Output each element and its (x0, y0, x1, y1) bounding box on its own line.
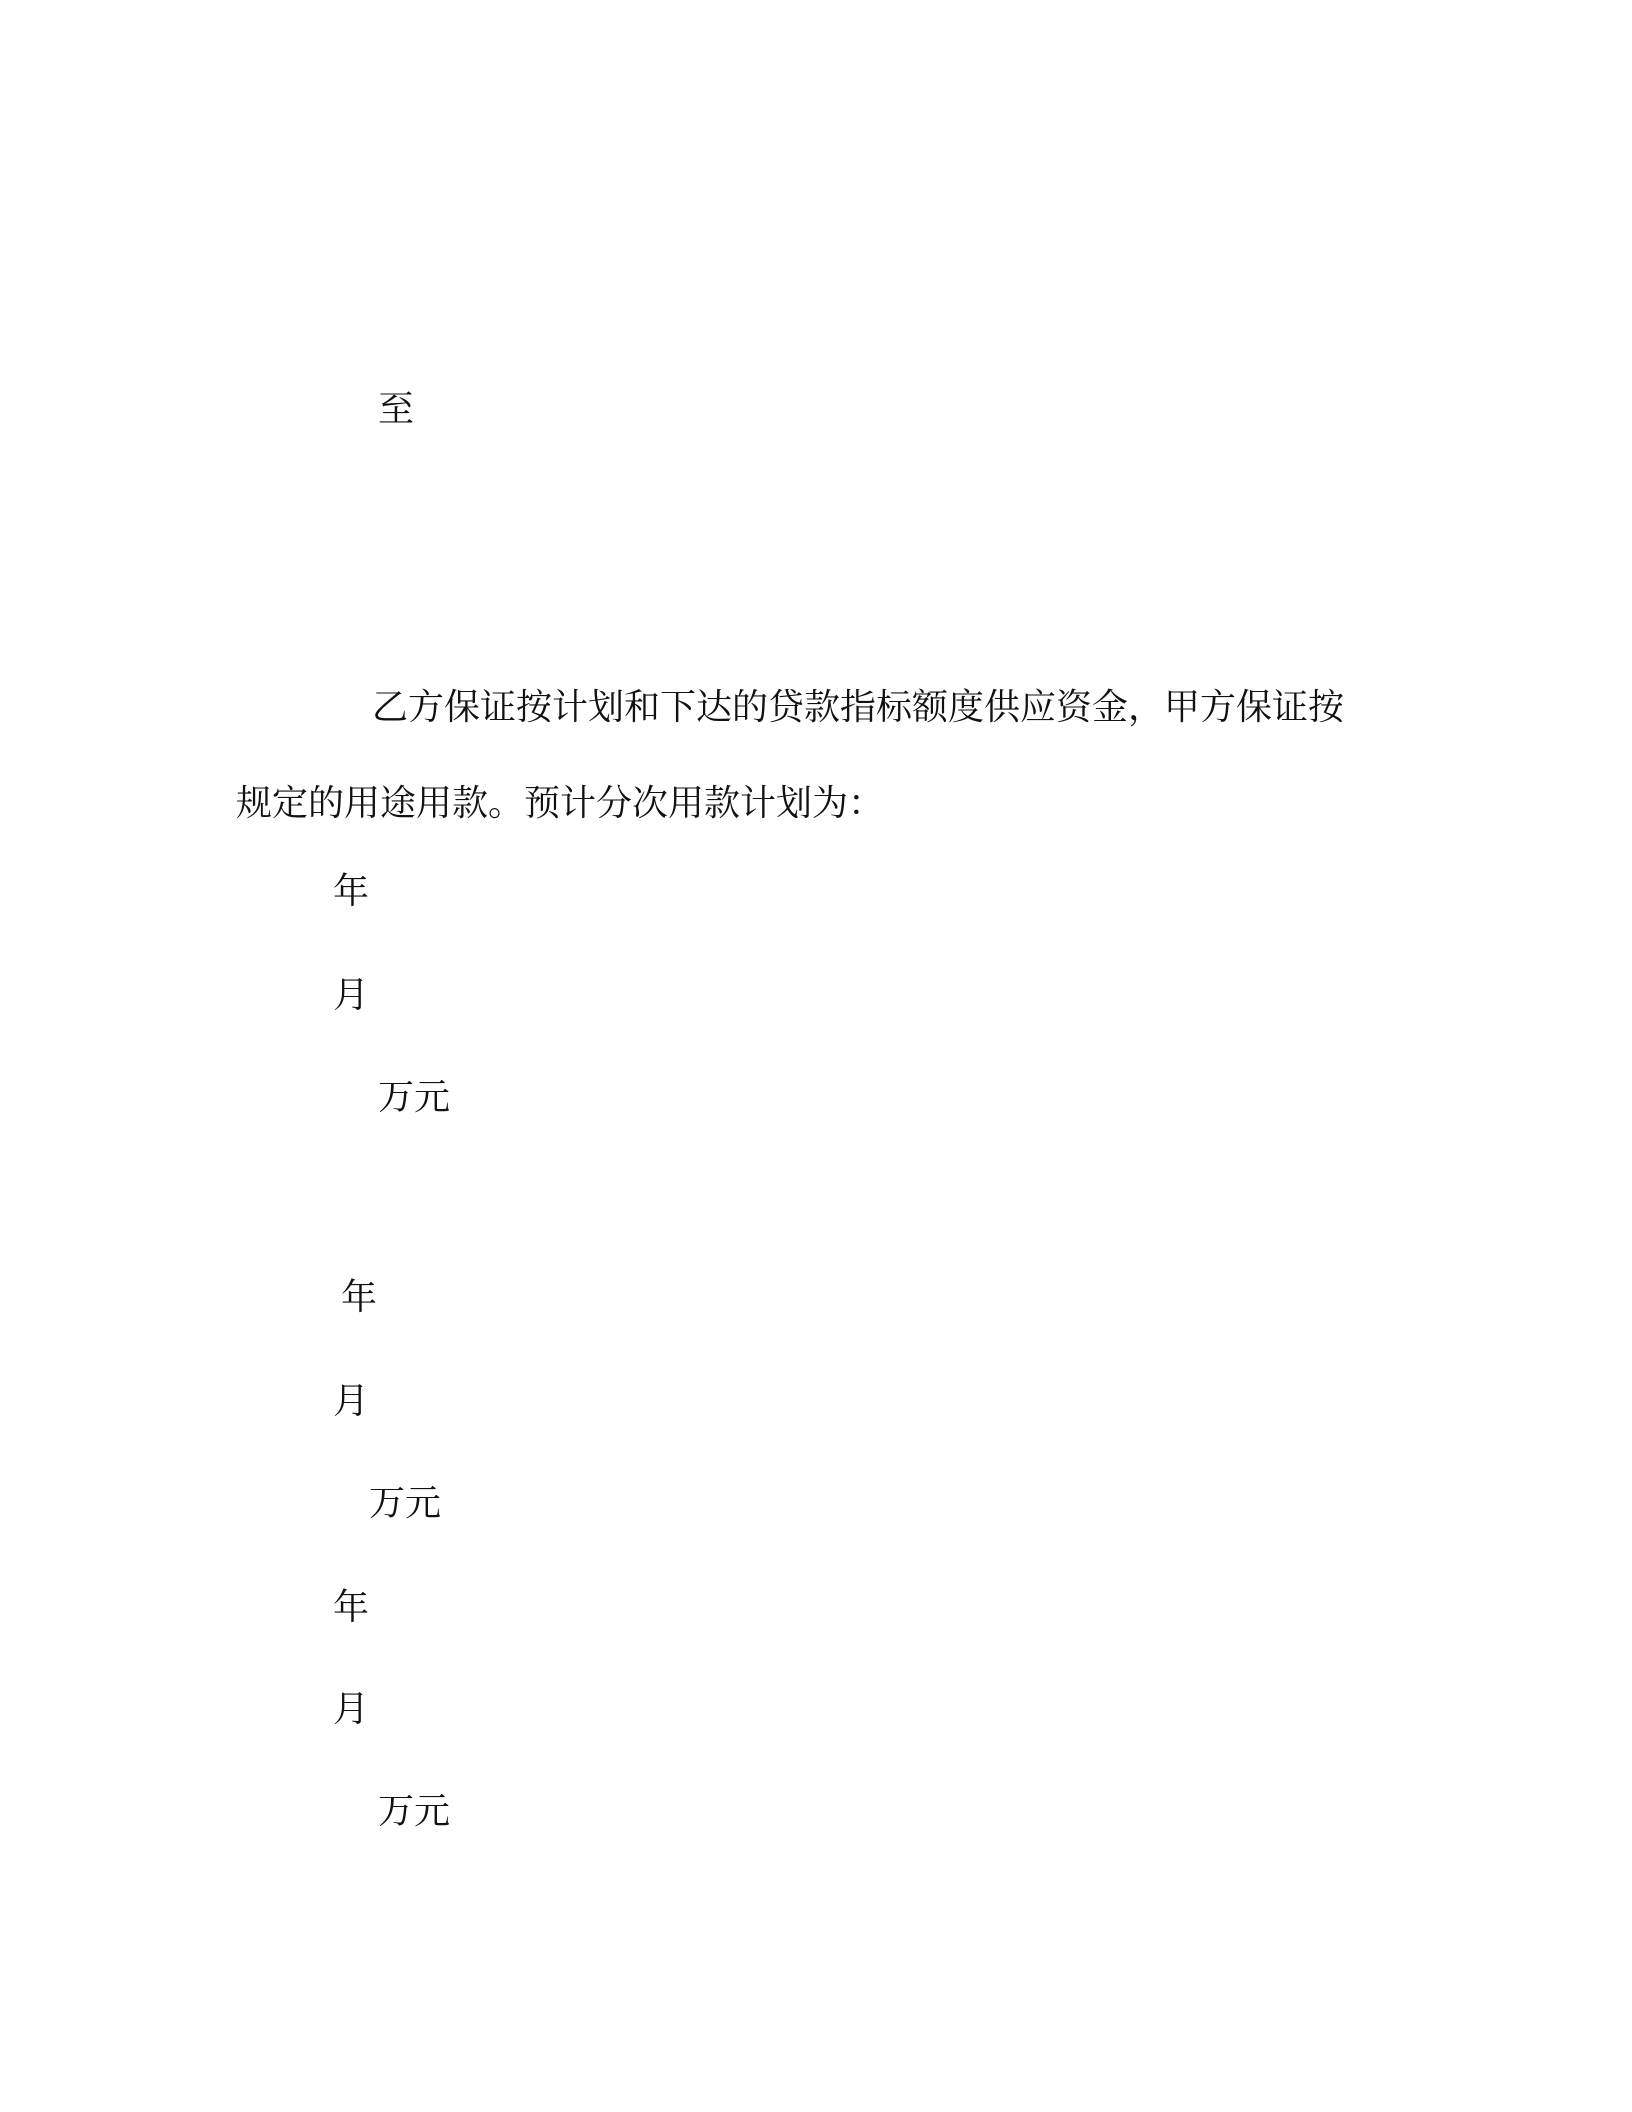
schedule-2-amount: 万元 (369, 1483, 442, 1524)
paragraph-line-1: 乙方保证按计划和下达的贷款指标额度供应资金，甲方保证按 (372, 687, 1345, 728)
schedule-2-year: 年 (341, 1277, 378, 1318)
body-paragraph (236, 686, 1376, 838)
paragraph-line-2: 规定的用途用款。预计分次用款计划为： (236, 783, 885, 824)
schedule-2-month: 月 (333, 1381, 370, 1422)
schedule-1-amount: 万元 (378, 1077, 451, 1118)
schedule-1-year: 年 (333, 871, 370, 912)
to-label: 至 (378, 389, 415, 430)
schedule-3-amount: 万元 (378, 1791, 451, 1832)
schedule-3-year: 年 (333, 1587, 370, 1628)
schedule-3-month: 月 (333, 1689, 370, 1730)
schedule-1-month: 月 (333, 975, 370, 1016)
